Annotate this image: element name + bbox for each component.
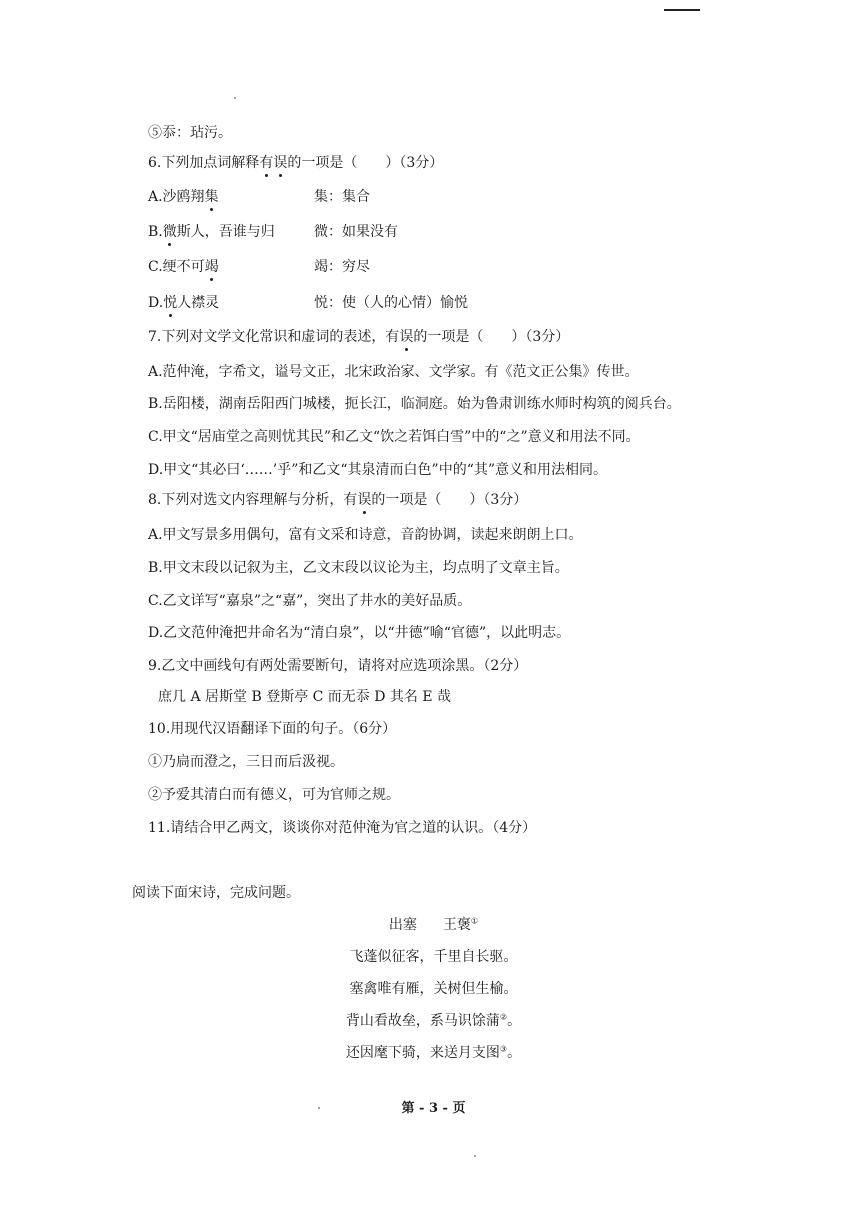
scan-speck (474, 1155, 476, 1157)
emphasis-dot-char: 误 (399, 329, 414, 345)
question-7: 7.下列对文学文化常识和虚词的表述，有误的一项是（ ）（3分） (148, 329, 570, 345)
q8-option-c: C.乙文详写“嘉泉”之“嘉”，突出了井水的美好品质。 (148, 593, 472, 609)
question-6: 6.下列加点词解释有误的一项是（ ）（3分） (148, 155, 444, 171)
question-9: 9.乙文中画线句有两处需要断句，请将对应选项涂黑。（2分） (148, 658, 528, 674)
emphasis-dot-char: 微 (162, 224, 177, 240)
page-number: 第 - 3 - 页 (401, 1101, 466, 1116)
poem-line: 背山看故垒，系马识馀蒲②。 (345, 1012, 522, 1029)
footnote-marker: ② (499, 1012, 508, 1022)
poem-line: 塞禽唯有雁，关树但生榆。 (349, 981, 518, 997)
question-10: 10.用现代汉语翻译下面的句子。（6分） (148, 721, 397, 737)
exam-page: ⑤忝：玷污。 6.下列加点词解释有误的一项是（ ）（3分） A.沙鸥翔集 集：集合 B.微斯人，吾谁与归 微：如果没有 C.绠不可竭 竭：穷尽 D.悦人襟灵 悦：使（人的心情）愉悦 7.下列对文学文化常识和虚词的表述，有误的一项是（ ）（3分） A.范仲淹，字希文，谥号文正，北宋政治家、文学家。有《范文正公集》传世。 B.岳阳楼，湖南岳阳西门城楼，扼长江，临洞庭。始为鲁肃训练水师时构筑的阅兵台。 C.甲文“居庙堂之高则忧其民”和乙文“饮之若饵白雪”中的“之”意义和用法不同。 D.甲文“其必曰‘……’乎”和乙文“其泉清而白色”中的“其”意义和用法相同。 8.下列对选文内容理解与分析，有误的一项是（ ）（3分） A.甲文写景多用偶句，富有文采和诗意，音韵协调，读起来朗朗上口。 B.甲文末段以记叙为主，乙文末段以议论为主，均点明了文章主旨。 C.乙文详写“嘉泉”之“嘉”，突出了井水的美好品质。 D.乙文范仲淹把井命名为“清白泉”，以“井德”喻“官德”，以此明志。 9.乙文中画线句有两处需要断句，请将对应选项涂黑。（2分） 庶几 A 居斯堂 B 登斯亭 C 而无忝 D 其名 E 哉 10.用现代汉语翻译下面的句子。（6分） ①乃扃而澄之，三日而后汲视。 ②予爱其清白而有德义，可为官师之规。 11.请结合甲乙两文，谈谈你对范仲淹为官之道的认识。（4分） 阅读下面宋诗，完成问题。 出塞 王褒① 飞蓬似征客，千里自长驱。 塞禽唯有雁，关树但生榆。 背山看故垒，系马识馀蒲②。 还因麾下骑，来送月支图③。 第 - 3 - 页 (0, 0, 867, 1228)
scan-speck (234, 97, 236, 99)
q7-option-d: D.甲文“其必曰‘……’乎”和乙文“其泉清而白色”中的“其”意义和用法相同。 (148, 462, 608, 478)
poem-intro: 阅读下面宋诗，完成问题。 (132, 885, 300, 901)
q7-option-b: B.岳阳楼，湖南岳阳西门城楼，扼长江，临洞庭。始为鲁肃训练水师时构筑的阅兵台。 (148, 396, 681, 412)
poem-line: 还因麾下骑，来送月支图③。 (345, 1044, 522, 1061)
q8-option-d: D.乙文范仲淹把井命名为“清白泉”，以“井德”喻“官德”，以此明志。 (148, 625, 571, 641)
emphasis-dot-char: 误 (273, 155, 288, 171)
note-5: ⑤忝：玷污。 (148, 125, 232, 141)
question-8: 8.下列对选文内容理解与分析，有误的一项是（ ）（3分） (148, 492, 528, 508)
q8-option-b: B.甲文末段以记叙为主，乙文末段以议论为主，均点明了文章主旨。 (148, 560, 569, 576)
question-11: 11.请结合甲乙两文，谈谈你对范仲淹为官之道的认识。（4分） (148, 820, 537, 836)
poem-line: 飞蓬似征客，千里自长驱。 (349, 949, 518, 965)
q10-sentence-1: ①乃扃而澄之，三日而后汲视。 (148, 754, 344, 770)
q10-sentence-2: ②予爱其清白而有德义，可为官师之规。 (148, 787, 400, 803)
poem-author: 王褒 (442, 917, 471, 933)
q7-option-a: A.范仲淹，字希文，谥号文正，北宋政治家、文学家。有《范文正公集》传世。 (148, 364, 639, 380)
footnote-marker: ① (470, 916, 479, 926)
footnote-marker: ③ (499, 1044, 508, 1054)
emphasis-dot-char: 有 (259, 155, 274, 171)
emphasis-dot-char: 竭 (204, 259, 219, 275)
poem-title: 出塞 (388, 917, 417, 933)
emphasis-dot-char: 悦 (163, 295, 178, 311)
q7-option-c: C.甲文“居庙堂之高则忧其民”和乙文“饮之若饵白雪”中的“之”意义和用法不同。 (148, 429, 640, 445)
scan-mark (664, 9, 700, 11)
q8-option-a: A.甲文写景多用偶句，富有文采和诗意，音韵协调，读起来朗朗上口。 (148, 527, 583, 543)
emphasis-dot-char: 集 (204, 189, 219, 205)
q9-sentence: 庶几 A 居斯堂 B 登斯亭 C 而无忝 D 其名 E 哉 (158, 689, 452, 705)
poem-heading (0, 916, 867, 934)
emphasis-dot-char: 误 (357, 492, 372, 508)
